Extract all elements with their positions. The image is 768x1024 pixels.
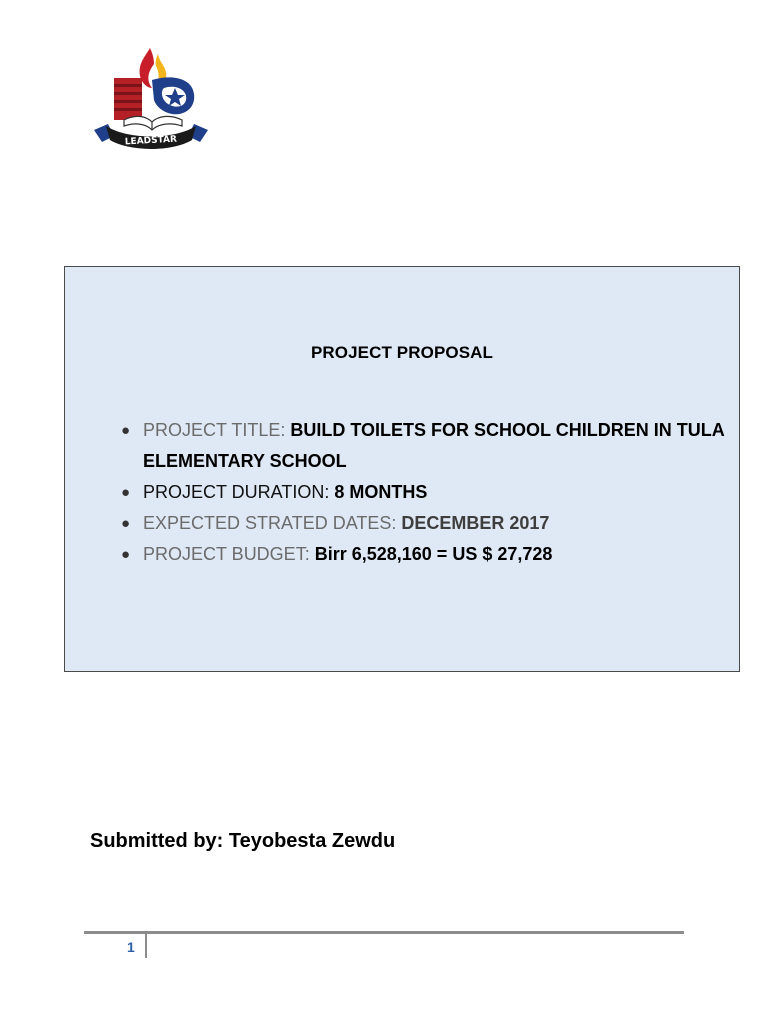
list-item-project-title bbox=[117, 415, 737, 477]
bullet-icon: ● bbox=[121, 484, 131, 501]
list-item-project-duration bbox=[117, 477, 737, 508]
bullet-icon: ● bbox=[121, 546, 131, 563]
proposal-box bbox=[64, 266, 740, 672]
item-label: PROJECT TITLE: bbox=[143, 420, 286, 440]
submitted-by: Submitted by: Teyobesta Zewdu bbox=[90, 830, 396, 852]
item-label: PROJECT DURATION: bbox=[143, 482, 330, 502]
page-number: 1 bbox=[127, 939, 135, 955]
item-label: EXPECTED STRATED DATES: bbox=[143, 513, 397, 533]
list-item-expected-dates bbox=[117, 508, 737, 539]
leadstar-logo bbox=[88, 44, 214, 152]
footer-divider bbox=[84, 931, 684, 934]
item-value: DECEMBER 2017 bbox=[401, 513, 550, 533]
proposal-heading: PROJECT PROPOSAL bbox=[310, 343, 494, 362]
item-value: 8 MONTHS bbox=[334, 482, 428, 502]
item-value: Birr 6,528,160 = US $ 27,728 bbox=[314, 544, 553, 564]
item-value: BUILD TOILETS FOR SCHOOL CHILDREN IN TULA ELEMENTARY SCHOOL bbox=[143, 420, 725, 471]
footer-separator bbox=[145, 934, 147, 958]
proposal-details-list bbox=[117, 415, 737, 570]
list-item-project-budget bbox=[117, 539, 737, 570]
bullet-icon: ● bbox=[121, 422, 131, 439]
item-label: PROJECT BUDGET: bbox=[143, 544, 310, 564]
logo-text: LEADSTAR bbox=[124, 134, 178, 148]
bullet-icon: ● bbox=[121, 515, 131, 532]
